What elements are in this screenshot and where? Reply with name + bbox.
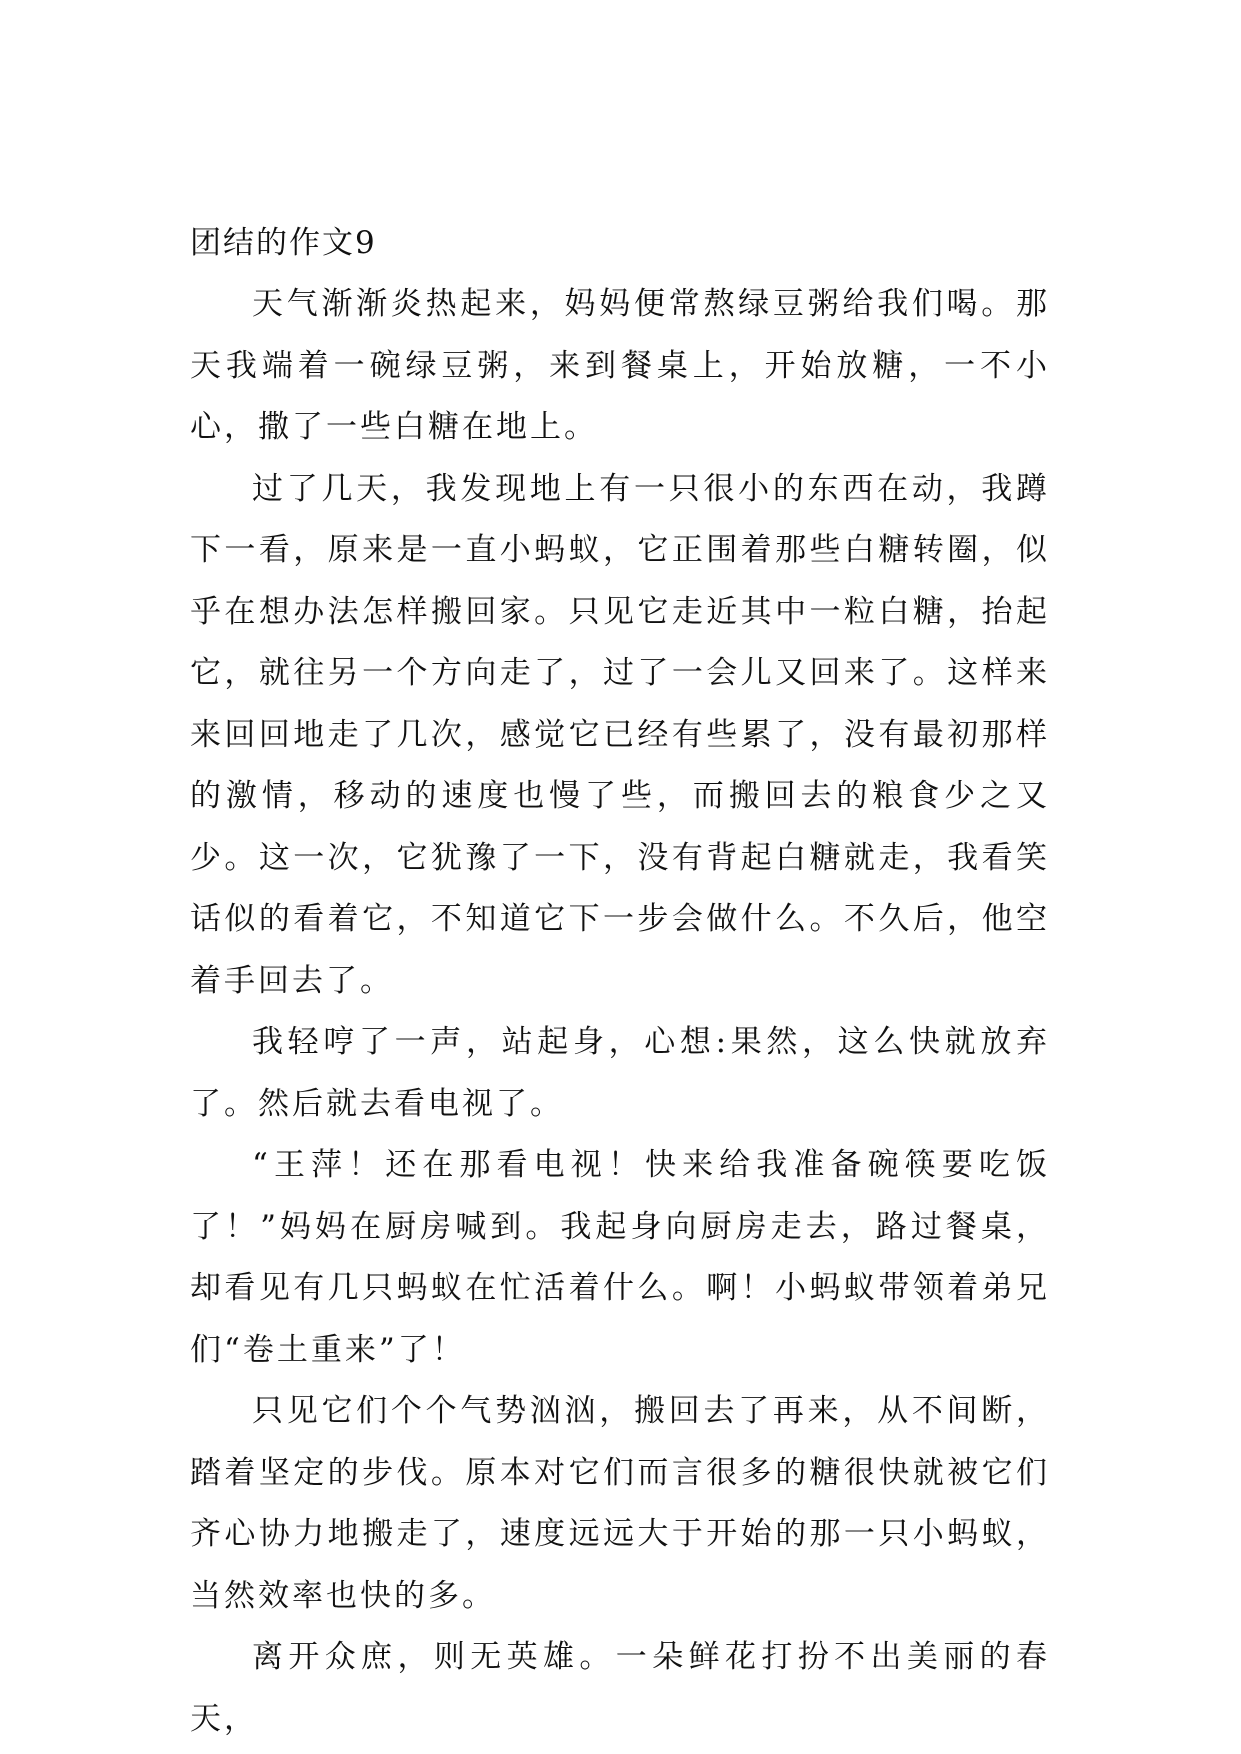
paragraph-2: 过了几天，我发现地上有一只很小的东西在动，我蹲下一看，原来是一直小蚂蚁，它正围着那些白糖转圈，似乎在想办法怎样搬回家。只见它走近其中一粒白糖，抬起它，就往另一个方向走了，过了一会儿又回来了。这样来来回回地走了几次，感觉它已经有些累了，没有最初那样的激情，移动的速度也慢了些，而搬回去的粮食少之又少。这一次，它犹豫了一下，没有背起白糖就走，我看笑话似的看着它，不知道它下一步会做什么。不久后，他空着手回去了。 (190, 470, 1050, 999)
paragraph-4: “王萍！还在那看电视！快来给我准备碗筷要吃饭了！”妈妈在厨房喊到。我起身向厨房走去，路过餐桌，却看见有几只蚂蚁在忙活着什么。啊！小蚂蚁带领着弟兄们“卷土重来”了！ (190, 1147, 1050, 1368)
document-body (190, 212, 1050, 1750)
paragraph-6: 离开众庶，则无英雄。一朵鲜花打扮不出美丽的春天， (190, 1639, 1050, 1737)
paragraph-1: 天气渐渐炎热起来，妈妈便常熬绿豆粥给我们喝。那天我端着一碗绿豆粥，来到餐桌上，开始放糖，一不小心，撒了一些白糖在地上。 (190, 286, 1050, 445)
paragraph-3: 我轻哼了一声，站起身，心想:果然，这么快就放弃了。然后就去看电视了。 (190, 1024, 1050, 1122)
document-title: 团结的作文9 (190, 225, 377, 261)
paragraph-5: 只见它们个个气势汹汹，搬回去了再来，从不间断，踏着坚定的步伐。原本对它们而言很多的糖很快就被它们齐心协力地搬走了，速度远远大于开始的那一只小蚂蚁，当然效率也快的多。 (190, 1393, 1050, 1614)
